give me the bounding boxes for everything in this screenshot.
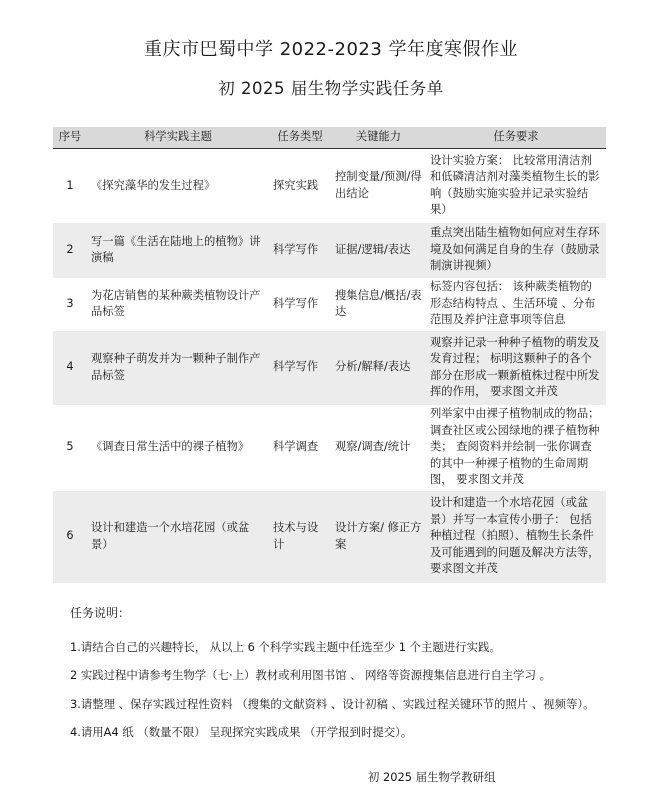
row-type: 科学调查 [273,440,319,454]
row-topic: 《调查日常生活中的裸子植物》 [91,440,250,454]
row-topic: 《探究藻华的发生过程》 [91,178,216,192]
row-requirement: 设计实验方案： 比较常用清洁剂和低磷清洁剂对藻类植物生长的影响（鼓励实施实验并记录实验结果） [430,153,600,217]
row-requirement: 标签内容包括： 该种蕨类植物的形态结构特点 、生活环境 、分布范围及养护注意事项等信息 [430,280,596,327]
document-subtitle: 初 2025 届生物学实践任务单 [218,79,444,98]
row-topic: 设计和建造一个水培花园（或盆景） [87,491,269,583]
row-number: 2 [53,223,87,278]
table-row [53,278,606,331]
row-ability: 控制变量/预测/得出结论 [335,170,422,200]
header-cell: 任务要求 [426,127,606,149]
row-type: 探究实践 [273,178,319,192]
note-item: 2 实践过程中请参考生物学（七·上）教材或利用图书馆 、 网络等资源搜集信息进行自主学习 。 [70,668,551,682]
row-topic: 写一篇《生活在陆地上的植物》讲演稿 [87,223,269,278]
row-ability: 设计方案/ 修正方案 [331,491,426,583]
table-row [53,331,606,405]
table-row [53,405,606,491]
row-ability: 分析/解释/表达 [331,331,426,405]
table-row [53,223,606,278]
table-row [53,149,606,223]
note-item: 3.请整理 、保存实践过程性资料 （搜集的文献资料 、设计初稿 、实践过程关键环节的照片 、视频等）。 [70,697,595,711]
table-header-row [53,127,606,149]
document-title: 重庆市巴蜀中学 2022-2023 学年度寒假作业 [143,39,519,60]
note-item: 1.请结合自己的兴趣特长， 从以上 6 个科学实践主题中任选至少 1 个主题进行实践。 [70,640,501,654]
row-requirement: 列举家中由裸子植物制成的物品； 调查社区或公园绿地的裸子植物种类； 查阅资料并绘制一张你调查的其中一种裸子植物的生命周期图， 要求图文并茂 [430,407,600,487]
row-topic: 为花店销售的某种蕨类植物设计产品标签 [91,288,261,318]
row-type: 技术与设计 [269,491,331,583]
row-number: 6 [53,491,87,583]
row-ability: 搜集信息/概括/表达 [335,288,422,318]
row-number: 3 [66,296,74,310]
row-requirement: 设计和建造一个水培花园（或盆景）并写一本宣传小册子： 包括种植过程（拍照）、植物生长条件及可能遇到的问题及解决方法等， 要求图文并茂 [426,491,606,583]
footer-signature: 初 2025 届生物学教研组 [368,770,496,784]
row-requirement: 重点突出陆生植物如何应对生存环境及如何满足自身的生存（鼓励录制演讲视频） [426,223,606,278]
notes-heading: 任务说明： [70,606,131,620]
row-type: 科学写作 [273,296,319,310]
header-cell: 序号 [53,127,87,149]
row-type: 科学写作 [269,223,331,278]
row-number: 4 [53,331,87,405]
row-topic: 观察种子萌发并为一颗种子制作产品标签 [87,331,269,405]
row-ability: 证据/逻辑/表达 [331,223,426,278]
table-row [53,491,606,583]
header-cell: 科学实践主题 [87,127,269,149]
row-ability: 观察/调查/统计 [335,440,411,454]
header-cell: 任务类型 [269,127,331,149]
row-number: 1 [66,178,74,192]
row-type: 科学写作 [269,331,331,405]
row-requirement: 观察并记录一种种子植物的萌发及发育过程； 标明这颗种子的各个部分在形成一颗新植株过程中所发挥的作用， 要求图文并茂 [426,331,606,405]
row-number: 5 [66,440,74,454]
task-table [53,127,606,583]
header-cell: 关键能力 [331,127,426,149]
note-item: 4.请用A4 纸 （数量不限） 呈现探究实践成果 （开学报到时提交）。 [70,725,413,739]
